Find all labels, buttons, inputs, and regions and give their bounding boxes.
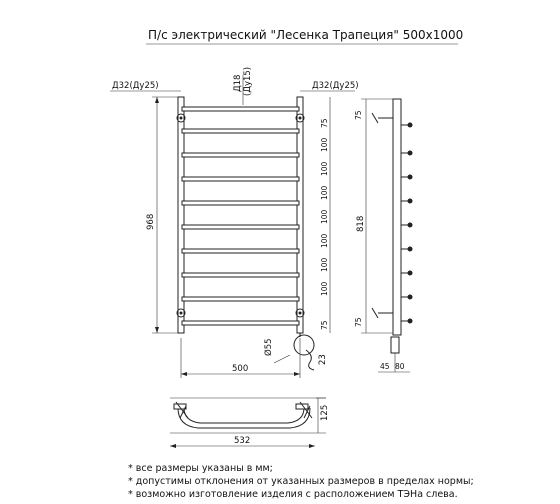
dim-968: 968 xyxy=(146,213,156,230)
label-d32-right: Д32(Ду25) xyxy=(312,81,359,91)
step-dimensions xyxy=(320,97,330,333)
top-view-outer xyxy=(178,408,310,428)
rungs xyxy=(182,107,299,325)
side-heater-plug xyxy=(391,337,399,353)
dim-step: 100 xyxy=(320,137,329,152)
dim-step: 100 xyxy=(320,257,329,272)
side-upright xyxy=(393,99,401,335)
dim-45: 45 xyxy=(380,362,390,371)
dim-d55: Ø55 xyxy=(264,338,274,356)
rung xyxy=(182,201,299,205)
side-view xyxy=(354,99,413,372)
dim-bottom-75: 75 xyxy=(320,320,329,330)
dim-818: 818 xyxy=(356,215,366,232)
note-2: * допустимы отклонения от указанных размеров в пределах нормы; xyxy=(128,476,474,487)
drawing-title: П/с электрический "Лесенка Трапеция" 500х1000 xyxy=(148,28,464,42)
rung xyxy=(182,153,299,157)
dim-532: 532 xyxy=(234,436,251,446)
connection-fittings xyxy=(177,114,304,317)
rung xyxy=(182,249,299,253)
dim-968-group xyxy=(146,97,178,333)
note-1: * все размеры указаны в мм; xyxy=(128,463,273,474)
dim-top-75: 75 xyxy=(320,118,329,128)
dim-step: 100 xyxy=(320,233,329,248)
dim-23: 23 xyxy=(318,354,328,365)
side-dim-75-top: 75 xyxy=(354,110,363,120)
dim-step: 100 xyxy=(320,281,329,296)
heater-element xyxy=(274,333,314,370)
rung xyxy=(182,225,299,229)
dim-125: 125 xyxy=(320,404,330,421)
rung xyxy=(182,273,299,277)
front-view xyxy=(177,97,328,370)
dim-step: 100 xyxy=(320,161,329,176)
side-rungs xyxy=(401,123,413,324)
note-3: * возможно изготовление изделия с расположением ТЭНа слева. xyxy=(128,489,458,500)
rung xyxy=(182,297,299,301)
dim-step: 100 xyxy=(320,185,329,200)
rung xyxy=(182,107,299,111)
dim-500-group xyxy=(181,338,300,378)
rung xyxy=(182,177,299,181)
rung xyxy=(182,321,299,325)
wall-brackets xyxy=(372,113,393,318)
dim-500: 500 xyxy=(232,364,249,374)
label-du15: (Ду15) xyxy=(243,66,253,96)
side-dim-75-bot: 75 xyxy=(354,317,363,327)
label-d32-left: Д32(Ду25) xyxy=(112,81,159,91)
top-view xyxy=(170,398,330,448)
label-d18: Д18 xyxy=(233,74,243,92)
dim-80: 80 xyxy=(395,362,405,371)
rung xyxy=(182,129,299,133)
notes xyxy=(128,462,474,501)
top-view-inner xyxy=(184,408,304,423)
dim-step: 100 xyxy=(320,209,329,224)
